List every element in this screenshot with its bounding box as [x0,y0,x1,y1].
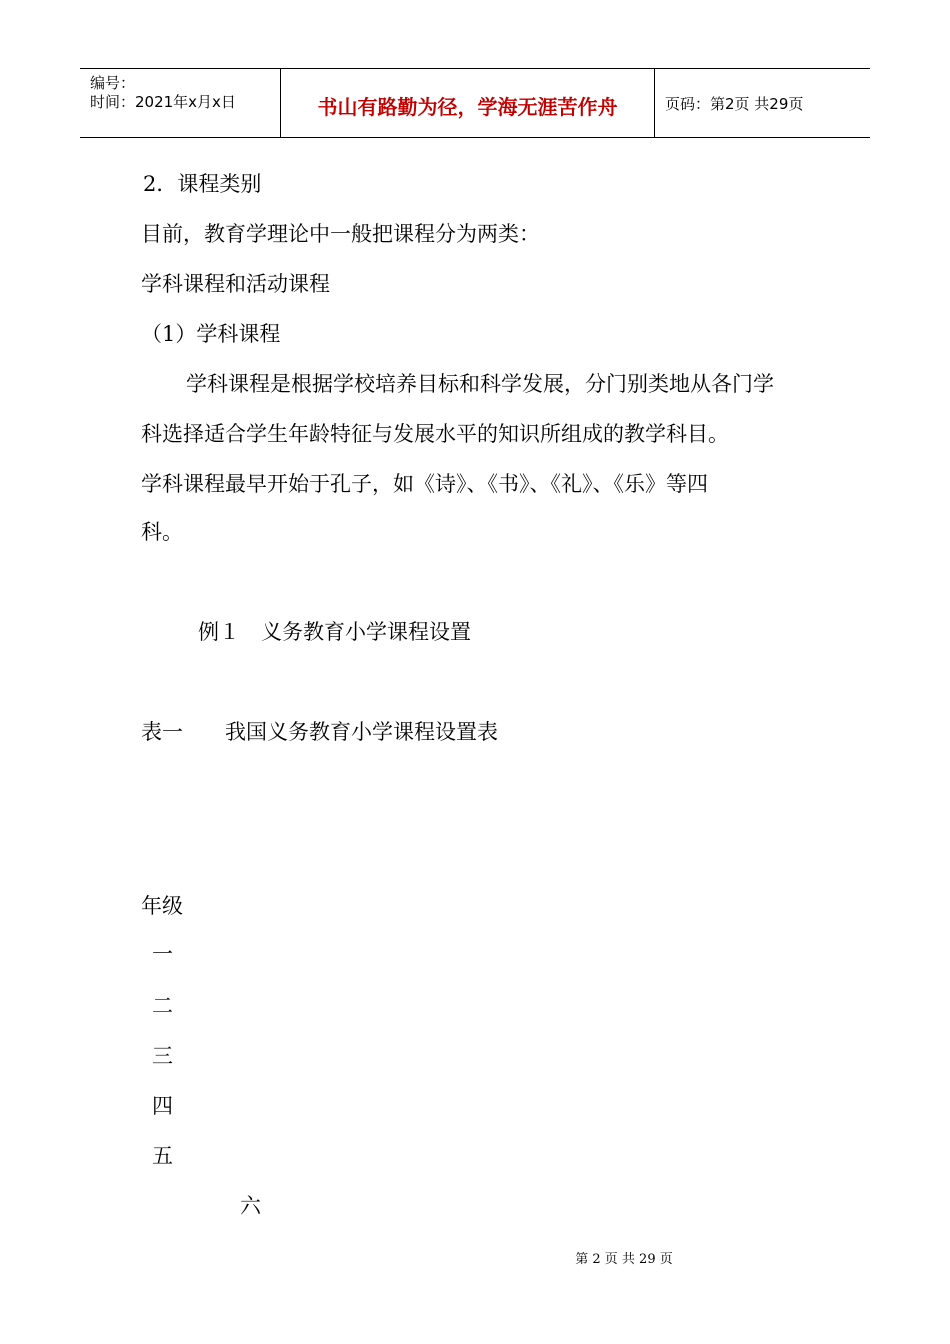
paragraph-1-line-2: 科选择适合学生年龄特征与发展水平的知识所组成的教学科目。 [141,422,729,446]
grade-item: 五 [152,1144,173,1168]
date-label: 时间：2021年x月x日 [90,93,236,111]
intro-paragraph: 目前，教育学理论中一般把课程分为两类： [141,222,540,246]
course-types-line: 学科课程和活动课程 [141,272,330,296]
paragraph-2-line-2: 科。 [141,520,183,544]
section-heading: 2．课程类别 [143,172,262,196]
header-meta-cell [80,69,281,137]
serial-label: 编号： [90,74,136,92]
example-heading: 例１ 义务教育小学课程设置 [198,620,471,644]
motto-text: 书山有路勤为径，学海无涯苦作舟 [317,94,618,119]
sub-heading: （1）学科课程 [141,322,281,346]
paragraph-2-line-1: 学科课程最早开始于孔子，如《诗》、《书》、《礼》、《乐》等四 [141,472,708,496]
page-footer [0,1248,950,1267]
page-header [80,68,870,138]
grade-label: 年级 [141,894,183,918]
grade-item: 一 [152,942,173,966]
table-title: 表一 我国义务教育小学课程设置表 [141,720,498,744]
paragraph-1-line-1: 学科课程是根据学校培养目标和科学发展，分门别类地从各门学 [186,372,774,396]
header-motto-cell [281,69,655,137]
grade-item: 六 [240,1194,261,1218]
grade-item: 二 [152,994,173,1018]
footer-page-number: 第 2 页 共 29 页 [575,1252,673,1267]
grade-item: 四 [152,1094,173,1118]
header-page-info: 页码：第2页 共29页 [665,94,804,113]
grade-item: 三 [152,1044,173,1068]
